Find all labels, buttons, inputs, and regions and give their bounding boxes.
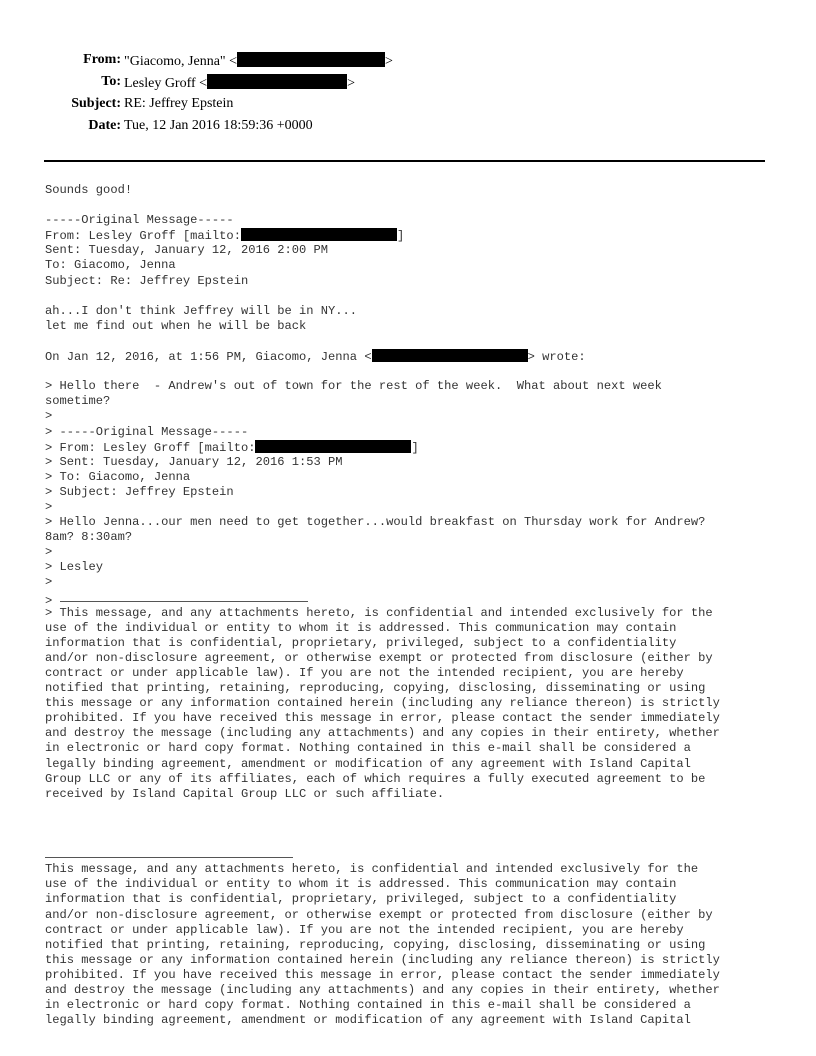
quoted-signature-line: > <box>45 591 785 606</box>
disclaimer-line: information that is confidential, proprietary, privileged, subject to a confidentiality <box>45 635 677 650</box>
orig-sent-line: Sent: Tuesday, January 12, 2016 2:00 PM <box>45 243 329 258</box>
message-line: ah...I don't think Jeffrey will be in NY... <box>45 303 358 318</box>
redacted-email <box>237 52 385 67</box>
quoted-line: > Hello there - Andrew's out of town for the rest of the week. What about next week <box>45 379 662 394</box>
disclaimer-line: contract or under applicable law). If you are not the intended recipient, you are hereby <box>45 922 684 937</box>
disclaimer-line: contract or under applicable law). If you are not the intended recipient, you are hereby <box>45 666 684 680</box>
from-label: From: <box>83 52 121 67</box>
email-header <box>0 52 816 140</box>
subject-label: Subject: <box>71 96 121 111</box>
quoted-line: > Hello Jenna...our men need to get together...would breakfast on Thursday work for Andrew? <box>45 515 706 530</box>
disclaimer-line: in electronic or hard copy format. Nothing contained in this e-mail shall be considered a <box>45 741 691 756</box>
from-close: > <box>385 54 393 69</box>
disclaimer-line: use of the individual or entity to whom it is addressed. This communication may contain <box>45 620 677 635</box>
disclaimer-line: notified that printing, retaining, reproducing, copying, disclosing, disseminating or using <box>45 937 706 952</box>
disclaimer-line: and/or non-disclosure agreement, or otherwise exempt or protected from disclosure (either by <box>45 650 713 665</box>
disclaimer-line: use of the individual or entity to whom it is addressed. This communication may contain <box>45 877 677 892</box>
signature-line <box>45 847 785 862</box>
to-value: Lesley Groff < <box>124 76 208 91</box>
disclaimer-line: this message or any information contained herein (including any reliance thereon) is strictly <box>45 696 720 711</box>
to-close: > <box>347 76 355 91</box>
orig-subject-line: Subject: Re: Jeffrey Epstein <box>45 273 249 288</box>
quoted-from-close: ] <box>411 440 419 455</box>
disclaimer-line: prohibited. If you have received this message in error, please contact the sender immediately <box>45 711 720 726</box>
signature-rule <box>60 591 308 602</box>
redacted-email <box>255 440 411 453</box>
date-value: Tue, 12 Jan 2016 18:59:36 +0000 <box>124 118 313 133</box>
attribution-suffix: > wrote: <box>527 350 586 365</box>
disclaimer-line: information that is confidential, proprietary, privileged, subject to a confidentiality <box>45 892 677 907</box>
orig-from-line <box>45 228 785 243</box>
to-label: To: <box>101 74 121 89</box>
disclaimer-line: This message, and any attachments hereto, is confidential and intended exclusively for the <box>45 862 699 877</box>
quoted-line: > Sent: Tuesday, January 12, 2016 1:53 PM <box>45 454 343 469</box>
disclaimer-line: received by Island Capital Group LLC or such affiliate. <box>45 786 445 801</box>
disclaimer-line: Group LLC or any of its affiliates, each of which requires a fully executed agreement to be <box>45 771 706 786</box>
reply-text: Sounds good! <box>45 183 133 197</box>
header-divider <box>44 160 765 162</box>
orig-from-close: ] <box>396 229 405 244</box>
from-row <box>0 52 816 74</box>
quoted-line: > To: Giacomo, Jenna <box>45 469 191 484</box>
date-label: Date: <box>88 118 121 133</box>
quoted-line: > Subject: Jeffrey Epstein <box>45 484 234 499</box>
quoted-line: > -----Original Message----- <box>45 424 249 439</box>
redacted-email <box>241 228 397 241</box>
subject-value: RE: Jeffrey Epstein <box>124 96 234 111</box>
signature-rule <box>45 847 293 858</box>
disclaimer-line: > This message, and any attachments hereto, is confidential and intended exclusively for the <box>45 605 713 620</box>
quoted-line: > <box>45 545 53 560</box>
message-line: let me find out when he will be back <box>45 318 307 333</box>
disclaimer-line: legally binding agreement, amendment or modification of any agreement with Island Capital <box>45 756 691 771</box>
quoted-line: > <box>45 575 53 590</box>
quoted-from-line <box>45 440 785 455</box>
email-body <box>45 183 785 1028</box>
to-row <box>0 74 816 96</box>
disclaimer-line: prohibited. If you have received this message in error, please contact the sender immediately <box>45 967 720 982</box>
disclaimer-line: this message or any information contained herein (including any reliance thereon) is strictly <box>45 952 720 967</box>
quoted-line: sometime? <box>45 394 111 409</box>
orig-from-text: From: Lesley Groff [mailto: <box>45 229 241 244</box>
disclaimer-line: and/or non-disclosure agreement, or otherwise exempt or protected from disclosure (either by <box>45 907 713 922</box>
original-message-divider: -----Original Message----- <box>45 213 234 228</box>
disclaimer-line: and destroy the message (including any attachments) and any copies in their entirety, whether <box>45 982 720 997</box>
subject-row <box>0 96 816 118</box>
quoted-from-text: > From: Lesley Groff [mailto: <box>45 440 256 455</box>
disclaimer-line: in electronic or hard copy format. Nothing contained in this e-mail shall be considered a <box>45 998 691 1013</box>
quoted-line: > <box>45 499 53 514</box>
orig-to-line: To: Giacomo, Jenna <box>45 258 176 273</box>
redacted-email <box>207 74 347 89</box>
attribution-text: On Jan 12, 2016, at 1:56 PM, Giacomo, Jenna < <box>45 350 372 365</box>
redacted-email <box>372 349 528 362</box>
quoted-line: > Lesley <box>45 560 104 575</box>
quoted-line: > <box>45 409 53 424</box>
disclaimer-line: legally binding agreement, amendment or modification of any agreement with Island Capital <box>45 1013 691 1028</box>
disclaimer-line: notified that printing, retaining, reproducing, copying, disclosing, disseminating or using <box>45 681 706 696</box>
quote-attribution <box>45 349 785 364</box>
disclaimer-line: and destroy the message (including any attachments) and any copies in their entirety, whether <box>45 726 720 741</box>
date-row <box>0 118 816 140</box>
quoted-line: 8am? 8:30am? <box>45 530 133 545</box>
from-value: "Giacomo, Jenna" < <box>124 54 238 69</box>
